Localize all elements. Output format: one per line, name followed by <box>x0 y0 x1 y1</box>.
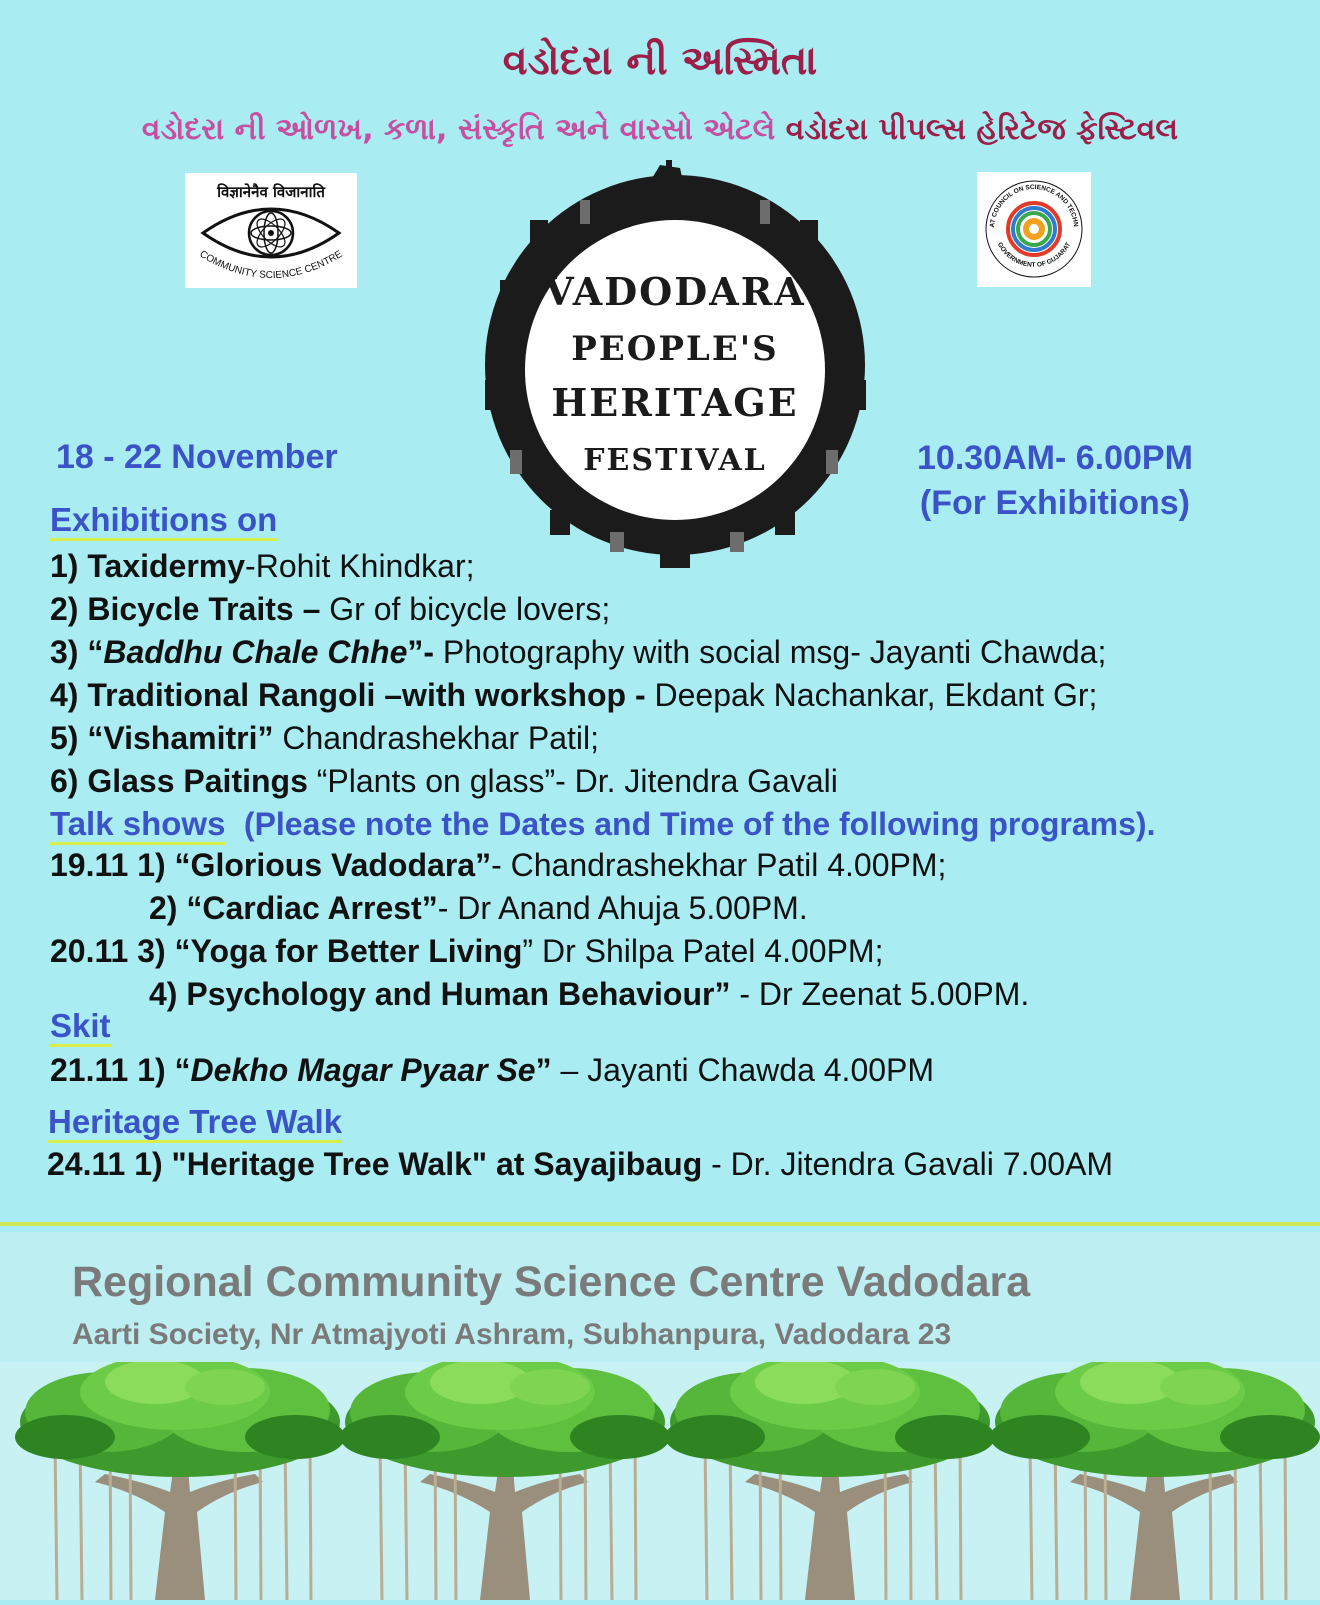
talk-shows-heading: Talk shows <box>50 805 225 845</box>
talk-shows-note: (Please note the Dates and Time of the following programs). <box>243 806 1156 842</box>
exhibition-item-4: 4) Traditional Rangoli –with workshop - Deepak Nachankar, Ekdant Gr; <box>50 677 1098 713</box>
exhibitions-heading: Exhibitions on <box>50 501 277 541</box>
svg-text:GUJARAT COUNCIL ON SCIENCE AND <box>977 172 1079 228</box>
tree-walk-item: 24.11 1) "Heritage Tree Walk" at Sayajibaug - Dr. Jitendra Gavali 7.00AM <box>47 1146 1114 1182</box>
talk-item-1: 19.11 1) “Glorious Vadodara”- Chandrashekhar Patil 4.00PM; <box>50 847 947 883</box>
exhibitions-section <box>50 502 277 538</box>
gujcost-logo <box>977 172 1091 287</box>
exhibition-item-3: 3) “Baddhu Chale Chhe”- Photography with social msg- Jayanti Chawda; <box>50 634 1107 670</box>
tree-walk-heading: Heritage Tree Walk <box>48 1103 342 1143</box>
exhibitions-list <box>50 546 1106 801</box>
exhibition-hours <box>917 436 1193 526</box>
organization-address: Aarti Society, Nr Atmajyoti Ashram, Subhanpura, Vadodara 23 <box>72 1318 952 1351</box>
talk-shows-section <box>50 806 1155 843</box>
festival-badge <box>470 160 880 570</box>
organization-name: Regional Community Science Centre Vadodara <box>72 1258 1031 1306</box>
tree-1 <box>15 1362 345 1600</box>
logo-left-hindi: विज्ञानेनैव विजानाति <box>217 183 325 201</box>
festival-dates: 18 - 22 November <box>56 438 338 476</box>
badge-line3: HERITAGE <box>551 380 799 425</box>
exhibition-item-2: 2) Bicycle Traits – Gr of bicycle lovers; <box>50 591 611 627</box>
skit-item: 21.11 1) “Dekho Magar Pyaar Se” – Jayanti Chawda 4.00PM <box>50 1052 935 1088</box>
skit-section <box>50 1008 111 1044</box>
exhibition-time: 10.30AM- 6.00PM <box>917 439 1193 477</box>
gujarati-title: વડોદરા ની અસ્મિતા <box>502 38 818 84</box>
tree-4 <box>990 1362 1320 1600</box>
tree-2 <box>340 1362 670 1600</box>
skit-heading: Skit <box>50 1007 111 1047</box>
badge-line4: FESTIVAL <box>583 443 767 478</box>
talk-item-4: 4) Psychology and Human Behaviour” - Dr Zeenat 5.00PM. <box>149 976 1030 1012</box>
exhibition-time-note: (For Exhibitions) <box>919 484 1190 522</box>
gujarati-subtitle-part2: વડોદરા પીપલ્સ હેરિટેજ ફેસ્ટિવલ <box>785 112 1179 147</box>
logo-right-text-bottom: GOVERNMENT OF GUJARAT <box>995 241 1073 269</box>
exhibition-item-5: 5) “Vishamitri” Chandrashekhar Patil; <box>50 720 599 756</box>
footer-divider <box>0 1222 1320 1226</box>
tree-3 <box>665 1362 995 1600</box>
gujarati-subtitle-part1: વડોદરા ની ઓળખ, કળા, સંસ્કૃતિ અને વારસો એટલે <box>141 112 786 147</box>
gujarati-subtitle <box>0 112 1320 147</box>
badge-line1: VADODARA <box>544 269 806 314</box>
community-science-centre-logo <box>185 173 357 288</box>
exhibition-item-1: 1) Taxidermy-Rohit Khindkar; <box>50 548 475 584</box>
logo-left-text: COMMUNITY SCIENCE CENTRE <box>197 248 345 282</box>
logo-right-text-top: AT COUNCIL ON SCIENCE AND TECHN <box>988 183 1079 228</box>
talk-item-2: 2) “Cardiac Arrest”- Dr Anand Ahuja 5.00PM. <box>149 890 808 926</box>
talk-shows-list <box>50 845 1029 1014</box>
talk-item-3: 20.11 3) “Yoga for Better Living” Dr Shilpa Patel 4.00PM; <box>50 933 884 969</box>
banyan-trees-illustration <box>0 1362 1320 1600</box>
tree-walk-section <box>48 1104 342 1140</box>
exhibition-item-6: 6) Glass Paitings “Plants on glass”- Dr. Jitendra Gavali <box>50 763 838 799</box>
badge-line2: PEOPLE'S <box>571 329 779 369</box>
